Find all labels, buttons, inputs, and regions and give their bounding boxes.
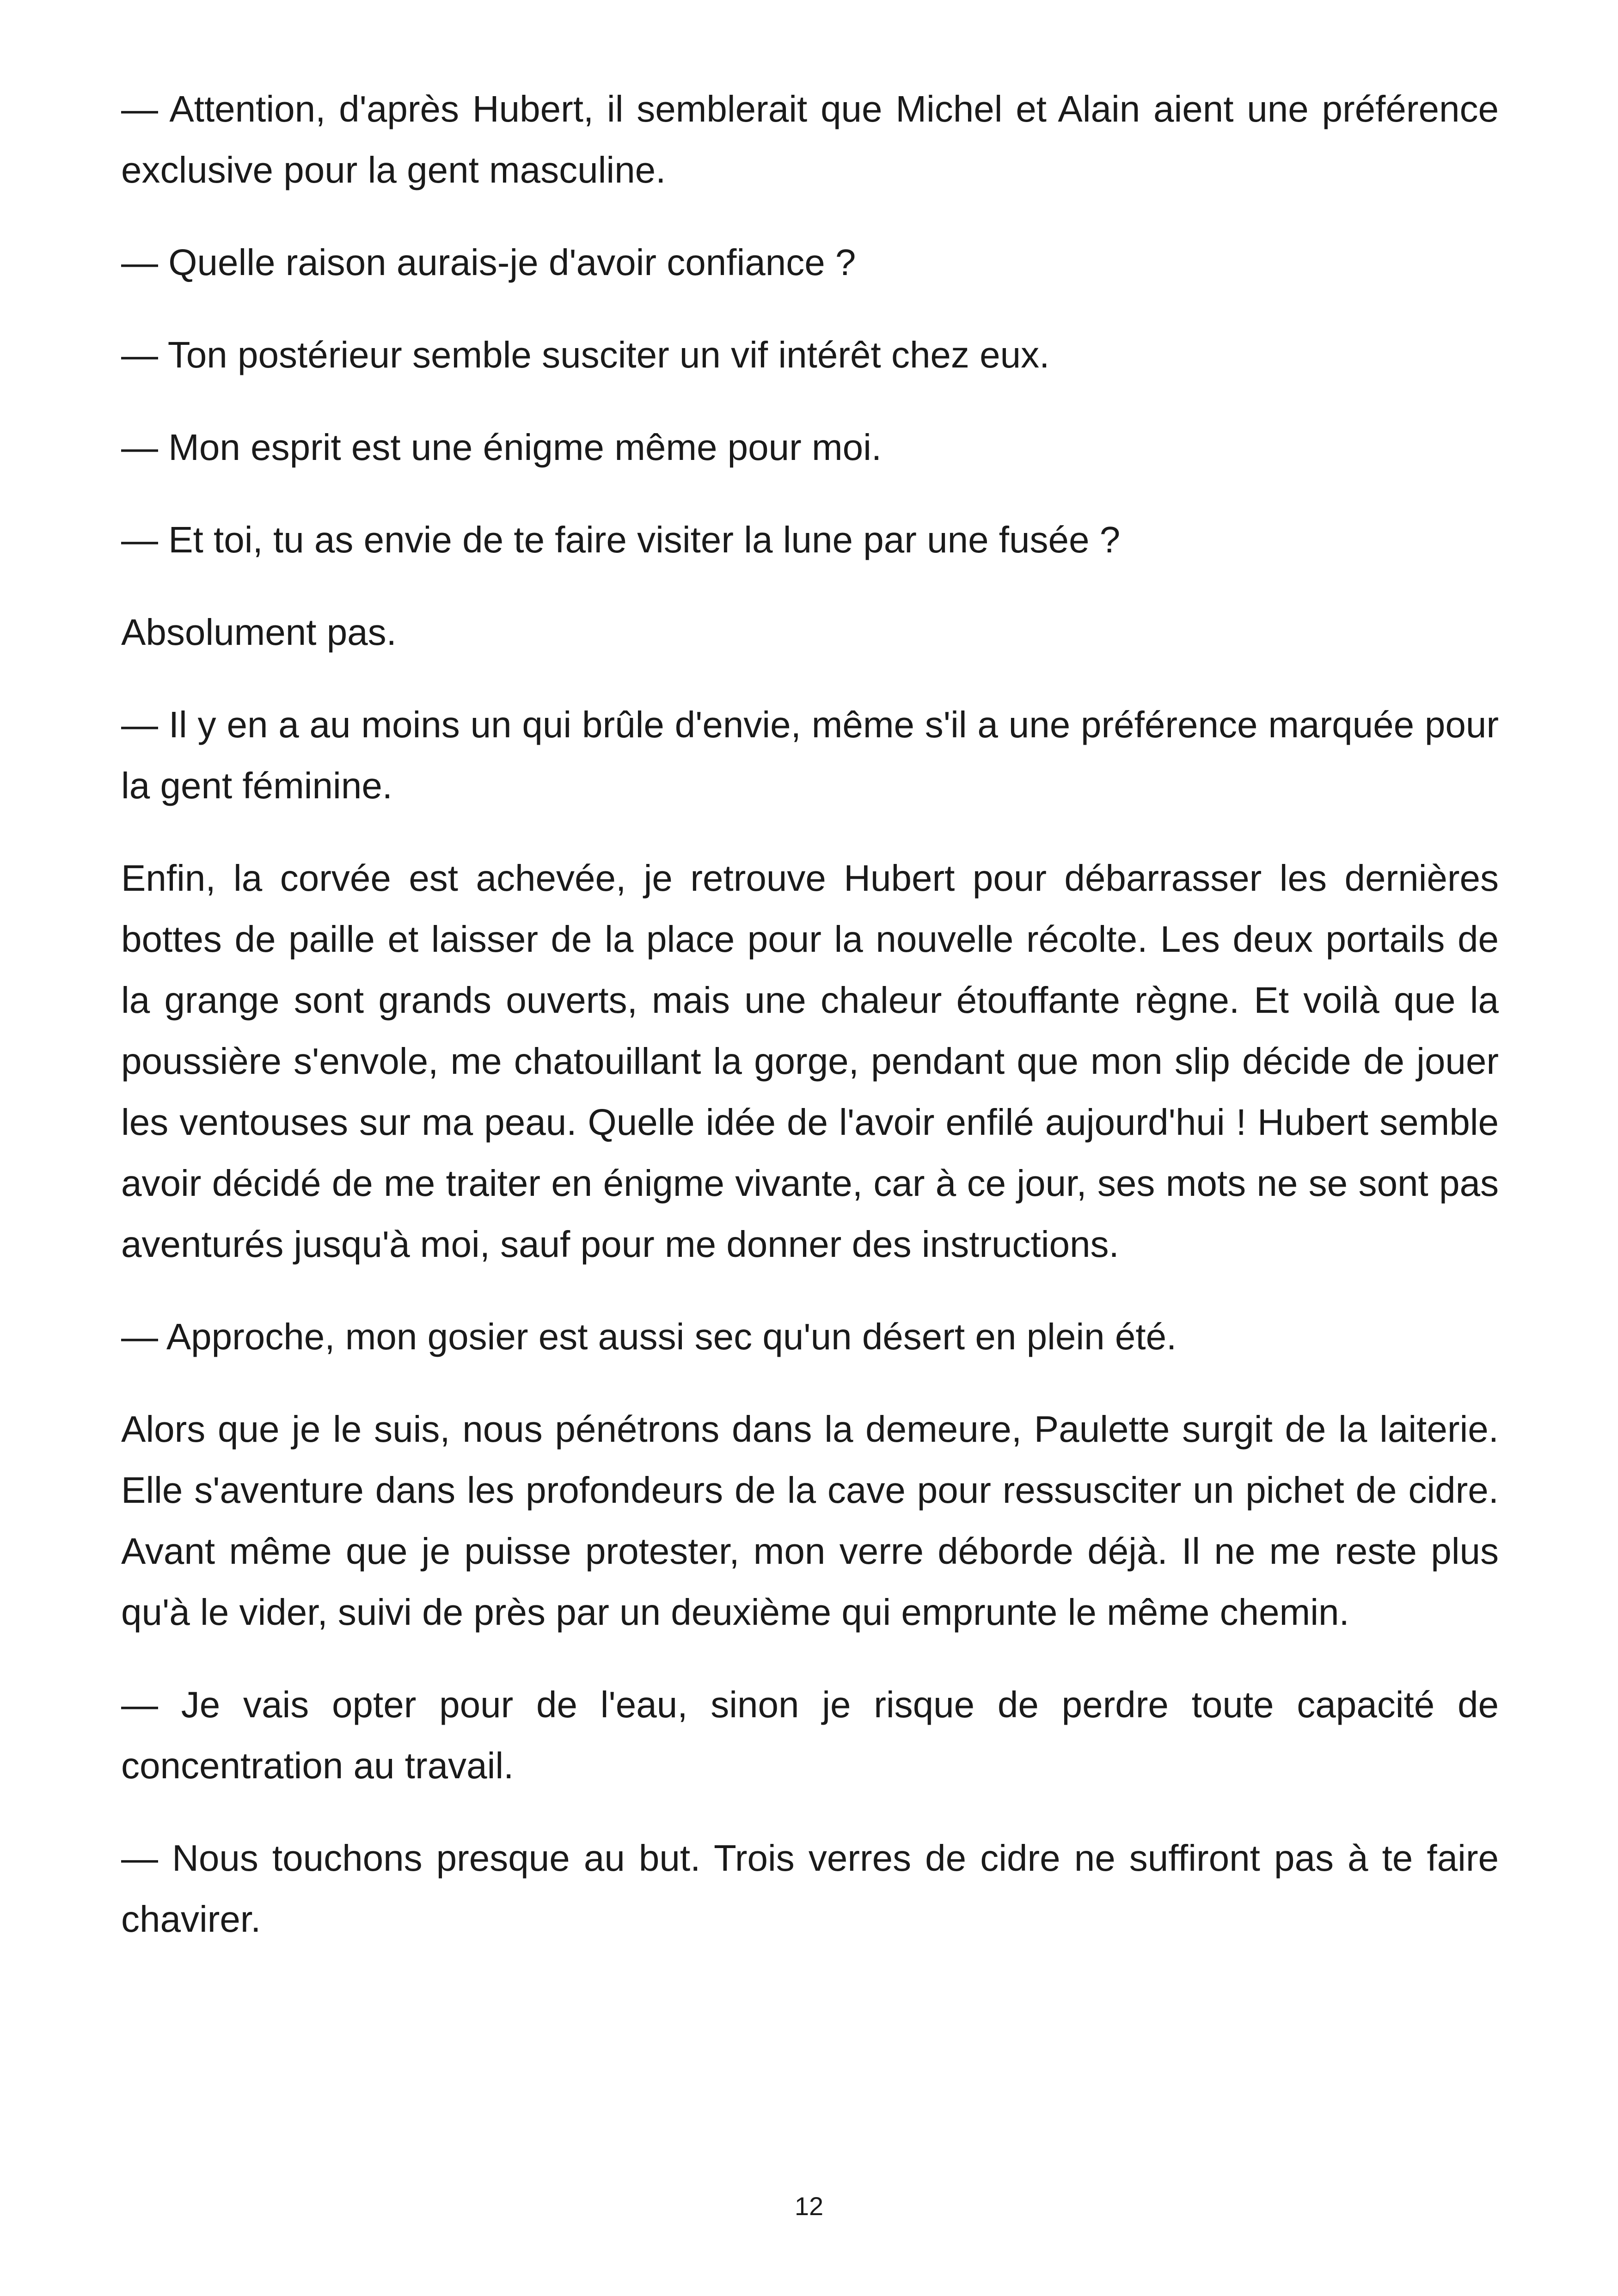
paragraph: Alors que je le suis, nous pénétrons dans la demeure, Paulette surgit de la laiterie. Elle s'aventure dans les profondeurs de la cave pour ressusciter un pichet de cidre. Avant même que je puisse protester, mon verre déborde déjà. Il ne me reste plus qu'à le vider, suivi de près par un deuxième qui emprunte le même chemin. xyxy=(121,1408,1499,1633)
paragraph: — Et toi, tu as envie de te faire visiter la lune par une fusée ? xyxy=(121,519,1121,560)
paragraph: — Mon esprit est une énigme même pour moi. xyxy=(121,427,882,468)
paragraph: — Je vais opter pour de l'eau, sinon je risque de perdre toute capacité de concentration au travail. xyxy=(121,1684,1499,1786)
paragraph: — Quelle raison aurais-je d'avoir confiance ? xyxy=(121,242,856,283)
paragraph: — Nous touchons presque au but. Trois verres de cidre ne suffiront pas à te faire chavirer. xyxy=(121,1837,1499,1940)
paragraph: — Attention, d'après Hubert, il semblerait que Michel et Alain aient une préférence exclusive pour la gent masculine. xyxy=(121,88,1499,190)
page-number: 12 xyxy=(794,2192,824,2221)
body-text xyxy=(121,79,1499,1981)
paragraph: — Il y en a au moins un qui brûle d'envie, même s'il a une préférence marquée pour la gent féminine. xyxy=(121,704,1499,806)
paragraph: Absolument pas. xyxy=(121,612,397,653)
paragraph: — Ton postérieur semble susciter un vif intérêt chez eux. xyxy=(121,334,1050,375)
paragraph: — Approche, mon gosier est aussi sec qu'un désert en plein été. xyxy=(121,1316,1177,1357)
paragraph: Enfin, la corvée est achevée, je retrouve Hubert pour débarrasser les dernières bottes de paille et laisser de la place pour la nouvelle récolte. Les deux portails de la grange sont grands ouverts, mais une chaleur étouffante règne. Et voilà que la poussière s'envole, me chatouillant la gorge, pendant que mon slip décide de jouer les ventouses sur ma peau. Quelle idée de l'avoir enfilé aujourd'hui ! Hubert semble avoir décidé de me traiter en énigme vivante, car à ce jour, ses mots ne se sont pas aventurés jusqu'à moi, sauf pour me donner des instructions. xyxy=(121,857,1499,1265)
